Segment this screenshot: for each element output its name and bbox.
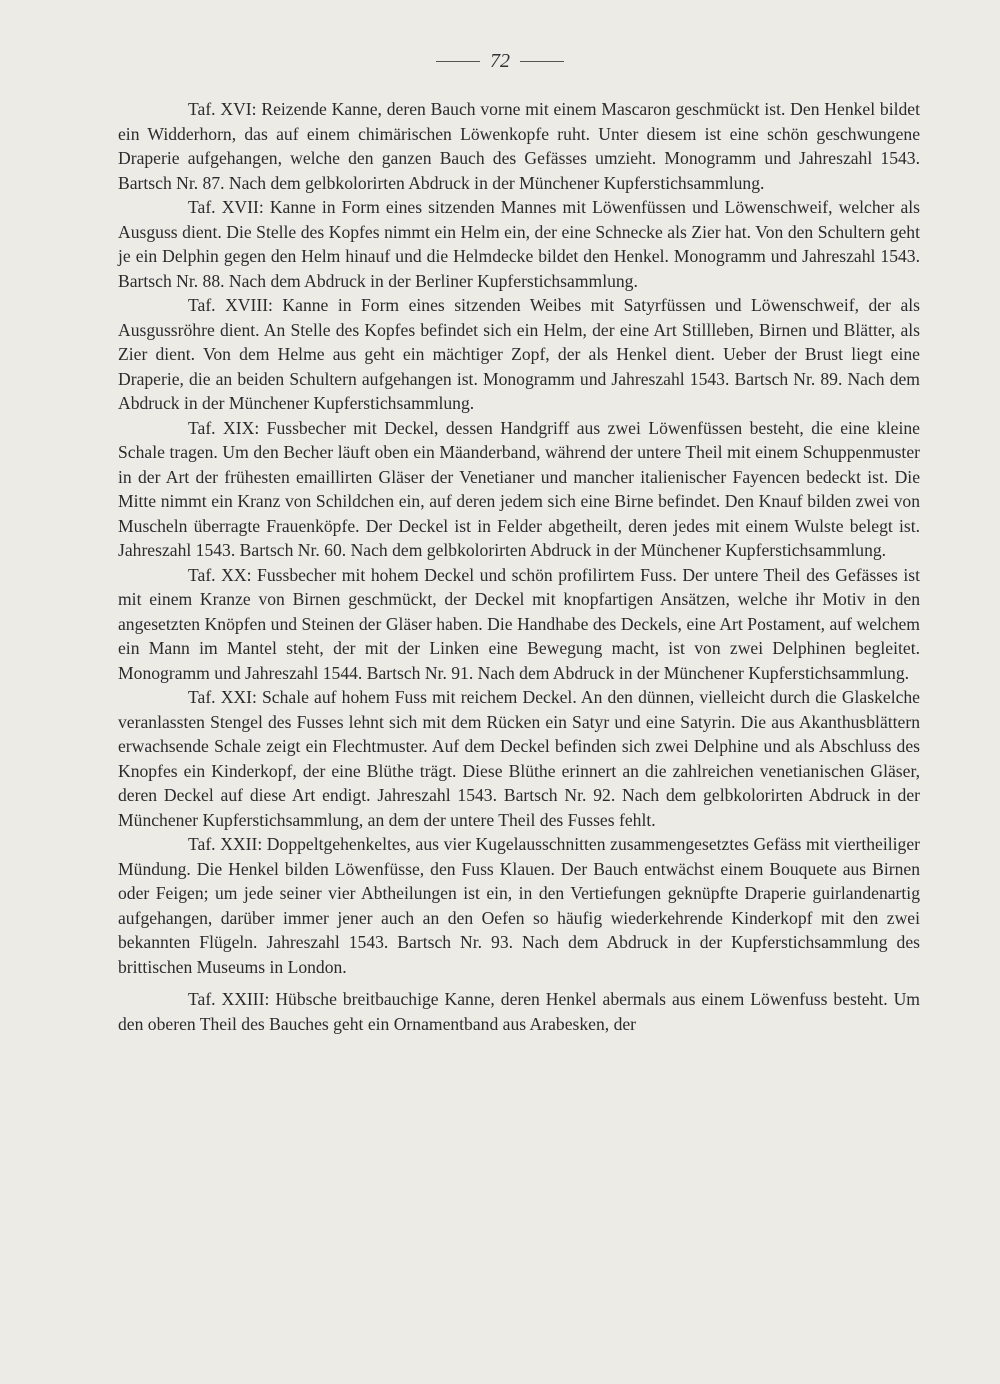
page-number: 72	[490, 50, 510, 72]
paragraph-taf-xix: Taf. XIX: Fussbecher mit Deckel, dessen Handgriff aus zwei Löwenfüssen besteht, die eine kleine Schale tragen. Um den Becher läuft oben ein Mäanderband, während der untere Theil mit einem Schuppenmuster in der Art der frühesten emaillirten Gläser der Venetianer und mancher italienischer Fayencen bedeckt ist. Die Mitte nimmt ein Kranz von Schildchen ein, auf deren jedem sich eine Birne befindet. Den Knauf bilden zwei von Muscheln überragte Frauenköpfe. Der Deckel ist in Felder abgetheilt, deren jedes mit einem Wulste belegt ist. Jahreszahl 1543. Bartsch Nr. 60. Nach dem gelbkolorirten Abdruck in der Münchener Kupferstichsammlung.	[118, 417, 920, 560]
paragraph-taf-xx: Taf. XX: Fussbecher mit hohem Deckel und schön profilirtem Fuss. Der untere Theil des Gefässes ist mit einem Kranze von Birnen geschmückt, der Deckel mit knopfartigen Ansätzen, welche ihr Motiv in den angesetzten Knöpfen und Steinen der Gläser haben. Die Handhabe des Deckels, eine Art Postament, auf welchem ein Mann im Mantel steht, der mit der Linken eine Bewegung macht, ist von zwei Delphinen begleitet. Monogramm und Jahreszahl 1544. Bartsch Nr. 91. Nach dem Abdruck in der Münchener Kupferstichsammlung.	[118, 564, 920, 683]
page-header	[0, 50, 1000, 73]
paragraph-taf-xvii: Taf. XVII: Kanne in Form eines sitzenden Mannes mit Löwenfüssen und Löwenschweif, welcher als Ausguss dient. Die Stelle des Kopfes nimmt ein Helm ein, der eine Schnecke als Zier hat. Von den Schultern geht je ein Delphin gegen den Helm hinauf und die Helmdecke bildet den Henkel. Monogramm und Jahreszahl 1543. Bartsch Nr. 88. Nach dem Abdruck in der Berliner Kupferstichsammlung.	[118, 197, 920, 291]
header-rule-right	[520, 61, 564, 62]
paragraph-taf-xxi: Taf. XXI: Schale auf hohem Fuss mit reichem Deckel. An den dünnen, vielleicht durch die Glaskelche veranlassten Stengel des Fusses lehnt sich mit dem Rücken ein Satyr und eine Satyrin. Die aus Akanthusblättern erwachsende Schale zeigt ein Flechtmuster. Auf dem Deckel befinden sich zwei Delphine und als Abschluss des Knopfes ein Kinderkopf, der eine Blüthe trägt. Diese Blüthe erinnert an die zahlreichen venetianischen Gläser, deren Deckel auf diese Art endigt. Jahreszahl 1543. Bartsch Nr. 92. Nach dem gelbkolorirten Abdruck in der Münchener Kupferstichsammlung, an dem der untere Theil des Fusses fehlt.	[118, 687, 920, 830]
page-body	[118, 97, 920, 1036]
header-rule-left	[436, 61, 480, 62]
paragraph-taf-xxii: Taf. XXII: Doppeltgehenkeltes, aus vier Kugelausschnitten zusammengesetztes Gefäss mit viertheiliger Mündung. Die Henkel bilden Löwenfüsse, den Fuss Klauen. Der Bauch entwächst einem Bouquete aus Birnen oder Feigen; um jede seiner vier Abtheilungen ist ein, in den Vertiefungen geknüpfte Draperie guirlandenartig aufgehangen, darüber immer jener auch an den Oefen so häufig wiederkehrende Kinderkopf mit den zwei bekannten Flügeln. Jahreszahl 1543. Bartsch Nr. 93. Nach dem Abdruck in der Kupferstichsammlung des brittischen Museums in London.	[118, 834, 920, 977]
paragraph-taf-xviii: Taf. XVIII: Kanne in Form eines sitzenden Weibes mit Satyrfüssen und Löwenschweif, der als Ausgussröhre dient. An Stelle des Kopfes befindet sich ein Helm, der eine Art Stillleben, Birnen und Blätter, als Zier dient. Von dem Helme aus geht ein mächtiger Zopf, der als Henkel dient. Ueber der Brust liegt eine Draperie, die an beiden Schultern aufgehangen ist. Monogramm und Jahreszahl 1543. Bartsch Nr. 89. Nach dem Abdruck in der Münchener Kupferstichsammlung.	[118, 295, 920, 413]
paragraph-taf-xvi: Taf. XVI: Reizende Kanne, deren Bauch vorne mit einem Mascaron geschmückt ist. Den Henkel bildet ein Widderhorn, das auf einem chimärischen Löwenkopfe ruht. Unter diesem ist eine schön geschwungene Draperie aufgehangen, welche den ganzen Bauch des Gefässes umzieht. Monogramm und Jahreszahl 1543. Bartsch Nr. 87. Nach dem gelbkolorirten Abdruck in der Münchener Kupferstichsammlung.	[118, 99, 920, 193]
paragraph-taf-xxiii: Taf. XXIII: Hübsche breitbauchige Kanne, deren Henkel abermals aus einem Löwenfuss besteht. Um den oberen Theil des Bauches geht ein Ornamentband aus Arabesken, der	[118, 989, 920, 1034]
